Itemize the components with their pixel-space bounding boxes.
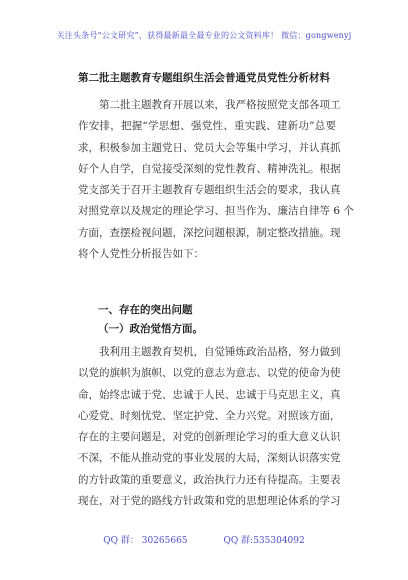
document-title: 第二批主题教育专题组织生活会普通党员党性分析材料 <box>78 72 330 84</box>
paragraph-line: 作安排，把握“学思想、强党性、重实践、建新功”总要 <box>78 120 336 133</box>
paragraph-line: 方面，查摆检视问题，深挖问题根源，制定整改措施。现 <box>78 226 341 239</box>
footer-qq-group-1: QQ 群： 30265665 <box>103 536 188 546</box>
subsection-heading: （一）政治觉悟方面。 <box>98 323 203 335</box>
paragraph-line: 党支部关于召开主题教育专题组织生活会的要求，我认真 <box>78 184 341 197</box>
paragraph-line: 存在的主要问题是，对党的创新理论学习的重大意义认识 <box>78 431 341 444</box>
paragraph-line: 好个人自学，自觉接受深刻的党性教育、精神洗礼。根据 <box>78 162 341 175</box>
paragraph-line: 的方针政策的重要意义，政治执行力还有待提高。主要表 <box>78 473 341 486</box>
paragraph-line: 命，始终忠诚于党、忠诚于人民、忠诚于马克思主义，真 <box>78 388 341 401</box>
paragraph-line: 求，积极参加主题党日、党员大会等集中学习，并认真抓 <box>78 141 341 154</box>
paragraph-line: 我利用主题教育契机，自觉锤炼政治品格，努力做到 <box>99 346 341 358</box>
top-banner: 关注头条号“公文研究”，获得最新最全最专业的公文资料库！ 微信：gongwenyj <box>56 31 352 40</box>
paragraph-line: 心爱党、时刻忧党、坚定护党、全力兴党。对照该方面， <box>78 409 341 422</box>
footer-qq-group-2: QQ 群:535304092 <box>223 536 305 546</box>
paragraph-line: 现在，对于党的路线方针政策和党的思想理论体系的学习 <box>78 495 341 508</box>
paragraph-line: 对照党章以及规定的理论学习、担当作为、廉洁自律等 6 个 <box>78 205 354 218</box>
section-heading: 一、存在的突出问题 <box>98 304 193 316</box>
paragraph-line: 不深，不能从推动党的事业发展的大局，深刻认识落实党 <box>78 452 341 465</box>
paragraph-political <box>78 342 341 512</box>
paragraph-line: 以党的旗帜为旗帜、以党的意志为意志、以党的使命为使 <box>78 367 341 380</box>
paragraph-intro <box>78 95 354 265</box>
paragraph-line: 将个人党性分析报告如下： <box>78 248 204 261</box>
paragraph-line: 第二批主题教育开展以来，我严格按照党支部各项工 <box>99 99 341 111</box>
footer-contact <box>0 533 408 546</box>
